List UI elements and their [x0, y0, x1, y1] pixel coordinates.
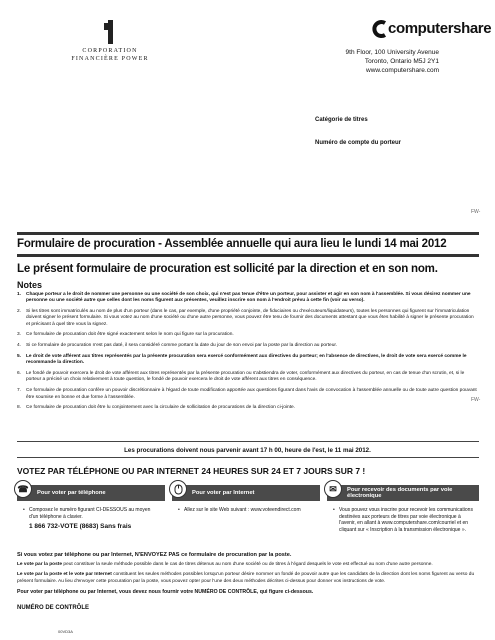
power-logo-line1: CORPORATION [82, 48, 138, 54]
deadline-rule-top [17, 441, 479, 442]
do-not-mail-notice: Si vous votez par téléphone ou par Internet, N'ENVOYEZ PAS ce formulaire de procuration par la poste. [17, 552, 292, 558]
control-number-label: NUMÉRO DE CONTRÔLE [17, 605, 89, 611]
mail-vote-lead: Le vote par la poste [17, 562, 63, 568]
note-number: 8. [17, 405, 22, 411]
proxy-vote-text: constituent les seules méthodes possibles lorsqu'un porteur désire nommer un fondé de pouvoir autre que les candidats de la direction dont les noms figurent au verso du présent formulaire. Au lieu d'envoyer cette procuration par la poste, vous pouvez opter pour l'une des deux méthodes décrites ci-dessus pour donner vos instructions de vote. [17, 572, 475, 584]
note-item [17, 354, 477, 367]
note-number: 5. [17, 354, 22, 360]
vote-option-text: Allez sur le site Web suivant : www.voteendirect.com [184, 507, 301, 513]
note-text: Chaque porteur a le droit de nommer une personne ou une société de son choix, qui n'est pas tenue d'être un porteur, pour assister et agir en son nom à l'assemblée. Si vous désirez nommer une personne ou une société autre que celles dont les noms figurent aux présentes, veuillez inscrire son nom à l'endroit prévu à cette fin (voir au verso). [26, 292, 471, 304]
title-rule-bottom [17, 254, 479, 257]
note-text: Si ce formulaire de procuration n'est pas daté, il sera considéré comme portant la date du jour de son envoi par la poste par la direction au porteur. [26, 343, 338, 349]
note-number: 3. [17, 332, 22, 338]
note-text: Le droit de vote afférent aux titres représentés par la présente procuration sera exercé conformément aux directives du porteur; en l'absence de directives, le droit de vote sera exercé comme le recommande la direction. [26, 354, 467, 366]
note-item [17, 405, 477, 411]
address-line: Toronto, Ontario M5J 2Y1 [364, 58, 439, 65]
note-number: 6. [17, 371, 22, 377]
vote-option-text: Vous pouvez vous inscrire pour recevoir les communications destinées aux porteurs de titres par voie électronique à l'avenir, en allant à www.computershare.com/courriel et en cliquant sur « Inscription à la transmission électronique ». [339, 507, 473, 533]
mail-vote-paragraph [17, 562, 479, 568]
address-line: www.computershare.com [366, 67, 439, 74]
vote-by-internet-header [172, 485, 320, 501]
computershare-logo [372, 18, 492, 40]
vote-option-title: Pour recevoir des documents par voie électronique [347, 486, 453, 499]
phone-icon: ☎ [14, 480, 32, 498]
note-text: Ce formulaire de procuration doit être signé exactement selon le nom qui figure sur la procuration. [26, 332, 234, 338]
vote-by-phone-box [17, 485, 165, 547]
vote-heading: VOTEZ PAR TÉLÉPHONE OU PAR INTERNET 24 HEURES SUR 24 ET 7 JOURS SUR 7 ! [17, 466, 366, 476]
note-text: Le fondé de pouvoir exercera le droit de vote afférent aux titres représentés par la présente procuration ou s'abstiendra de voter, conformément aux directives du porteur, en cas de tenue d'un scrutin, et, si le porteur a précisé un choix relativement à toute question, le fondé de pouvoir exercera le droit de vote afférent aux titres en conséquence. [26, 371, 465, 383]
vote-option-title: Pour voter par Internet [192, 489, 255, 496]
envelope-icon: ✉ [324, 480, 342, 498]
note-item [17, 332, 477, 338]
computershare-c-icon [372, 19, 388, 39]
final-instructions [17, 552, 479, 599]
address-line: 9th Floor, 100 University Avenue [345, 49, 439, 56]
phone-number: 1 866 732-VOTE (8683) Sans frais [29, 523, 132, 530]
control-number-instruction: Pour voter par téléphone ou par Internet, vous devez nous fournir votre NUMÉRO DE CONTRÔLE, qui figure ci-dessous. [17, 588, 314, 595]
address-block [346, 48, 439, 75]
account-number-label: Numéro de compte du porteur [315, 140, 402, 146]
note-item [17, 388, 477, 401]
note-text: Ce formulaire de procuration doit être lu conjointement avec la circulaire de sollicitation de procurations de la direction ci-jointe. [26, 405, 296, 411]
vote-by-phone-body: • Composez le numéro figurant CI-DESSOUS au moyen d'un téléphone à clavier. 1 866 732-VOTE (8683) Sans frais [17, 501, 165, 531]
electronic-delivery-box [327, 485, 479, 547]
note-number: 1. [17, 292, 22, 297]
note-number: 2. [17, 309, 22, 315]
sub-title: Le présent formulaire de procuration est sollicité par la direction et en son nom. [17, 263, 438, 275]
mouse-icon [169, 480, 187, 498]
note-text: Ce formulaire de procuration confère un pouvoir discrétionnaire à l'égard de toute modification apportée aux questions figurant dans l'avis de convocation à l'assemblée annuelle ou de toute autre question pouvant être soumise en bonne et due forme à l'assemblée. [26, 388, 477, 400]
title-rule-top [17, 232, 479, 235]
note-item [17, 343, 477, 349]
deadline-rule-bottom [17, 457, 479, 458]
note-number: 7. [17, 388, 22, 394]
note-item [17, 371, 477, 384]
notes-list [17, 292, 477, 416]
vote-by-phone-header [17, 485, 165, 501]
vote-option-title: Pour voter par téléphone [37, 489, 106, 496]
form-code: 00VD3A [58, 629, 73, 634]
power-logo-mark [100, 20, 120, 44]
note-item [17, 292, 477, 305]
mail-vote-text: peut constituer la seule méthode possible dans le cas de titres détenus au nom d'une société ou de titres à l'égard desquels le vote est effectué au nom d'une autre personne. [62, 562, 433, 568]
side-mark: FW- [471, 397, 481, 403]
brand-name: computershare [388, 20, 492, 37]
power-corporation-logo [55, 20, 165, 63]
electronic-delivery-header [327, 485, 479, 501]
power-logo-line2: FINANCIÈRE POWER [71, 56, 149, 62]
category-label: Catégorie de titres [315, 117, 368, 123]
vote-option-text: Composez le numéro figurant CI-DESSOUS au moyen d'un téléphone à clavier. [29, 507, 151, 520]
vote-by-internet-body: • Allez sur le site Web suivant : www.voteendirect.com [178, 507, 301, 513]
electronic-delivery-body: • Vous pouvez vous inscrire pour recevoir les communications destinées aux porteurs de titres par voie électronique à l'avenir, en allant à www.computershare.com/courriel et en cliquant sur « Inscription à la transmission électronique ». [333, 507, 473, 533]
deadline-notice: Les procurations doivent nous parvenir avant 17 h 00, heure de l'est, le 11 mai 2012. [124, 447, 371, 454]
side-mark: FW- [471, 209, 481, 215]
note-item [17, 309, 477, 328]
proxy-vote-lead: Le vote par la poste et le vote par Internet [17, 572, 112, 578]
page-title: Formulaire de procuration - Assemblée annuelle qui aura lieu le lundi 14 mai 2012 [17, 238, 447, 250]
proxy-vote-paragraph [17, 572, 479, 584]
notes-heading: Notes [17, 280, 43, 290]
vote-by-internet-box [172, 485, 320, 547]
note-text: Si les titres sont immatriculés au nom de plus d'un porteur (dans le cas, par exemple, d'une propriété conjointe, de fiduciaires ou d'exécuteurs/liquidateurs), toutes les personnes qui figurent sur l'immatriculation doivent signer le présent formulaire. Si vous votez au nom d'une société ou d'une autre personne, vous pouvez être tenu de fournir des documents attestant que vous êtes habilité à signer le présente procuration et précisant à quel titre vous la signez. [26, 309, 474, 327]
note-number: 4. [17, 343, 22, 349]
